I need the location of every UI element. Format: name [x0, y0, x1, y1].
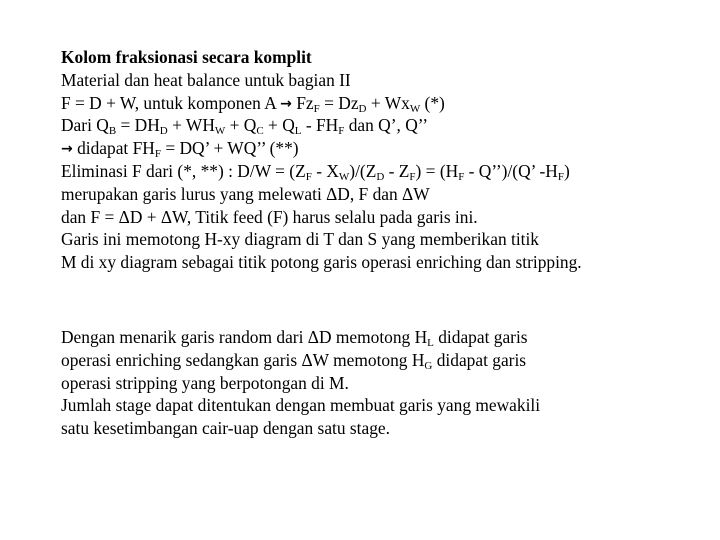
text-segment: + Wx	[366, 92, 410, 113]
line-balance-a	[61, 92, 711, 115]
subscript: W	[409, 102, 421, 115]
subscript: F	[154, 148, 161, 161]
text-segment: + Q	[263, 115, 295, 136]
text-segment: Garis ini memotong H-xy diagram di T dan S yang memberikan titik	[61, 229, 540, 250]
subscript: D	[358, 102, 367, 115]
text-segment: Dari Q	[61, 115, 109, 136]
subscript: D	[376, 170, 385, 183]
text-segment: F = D + W, untuk komponen A	[61, 92, 281, 113]
text-segment: operasi enriching sedangkan garis ΔW memotong H	[61, 349, 425, 370]
text-segment: Eliminasi F dari (*, **) : D/W = (Z	[61, 160, 306, 181]
line-material	[61, 69, 711, 92]
text-segment: operasi stripping yang berpotongan di M.	[61, 372, 349, 393]
text-segment: Material dan heat balance untuk bagian II	[61, 69, 351, 90]
text-segment: = DH	[116, 115, 160, 136]
text-segment: dan Q’, Q’’	[344, 115, 429, 136]
operating-lines	[61, 326, 711, 440]
subscript: C	[256, 125, 264, 138]
line-f-sum	[61, 206, 711, 229]
text-segment: dan F = ΔD + ΔW, Titik feed (F) harus selalu pada garis ini.	[61, 206, 478, 227]
subscript: G	[424, 359, 433, 372]
line-eliminasi	[61, 160, 711, 183]
text-segment: = Dz	[319, 92, 359, 113]
paragraph-derivation	[61, 46, 711, 274]
text-segment: didapat garis	[433, 327, 528, 347]
text-segment: satu kesetimbangan cair-uap dengan satu stage.	[61, 418, 390, 439]
subscript: W	[214, 125, 226, 138]
subscript: L	[427, 337, 434, 349]
subscript: F	[557, 170, 564, 183]
subscript: D	[159, 125, 168, 138]
line-qb	[61, 114, 711, 137]
line-fhf	[61, 137, 711, 160]
text-segment: )	[563, 160, 570, 181]
text-segment: )/(Z	[349, 160, 377, 181]
text-segment: merupakan garis lurus yang melewati ΔD, F dan ΔW	[61, 183, 430, 204]
text-segment: ) = (H	[415, 160, 459, 181]
text-segment: + Q	[225, 115, 257, 136]
text-segment: + WH	[167, 115, 215, 136]
text-segment: Dengan menarik garis random dari ΔD memotong H	[61, 327, 428, 347]
subscript: F	[338, 125, 345, 138]
line-memotong	[61, 228, 711, 251]
arrow-right-icon: →	[61, 141, 73, 158]
line-random	[61, 326, 711, 349]
text-segment: = DQ’ + WQ’’ (**)	[160, 138, 299, 159]
subscript: F	[458, 170, 465, 183]
text-segment: M di xy diagram sebagai titik potong garis operasi enriching dan stripping.	[61, 252, 582, 273]
text-segment: - FH	[301, 115, 339, 136]
subscript: F	[305, 170, 312, 183]
line-enriching	[61, 349, 711, 372]
arrow-right-icon: →	[280, 95, 292, 112]
subscript: F	[313, 102, 320, 115]
subscript: W	[338, 170, 350, 183]
text-segment: didapat FH	[72, 138, 155, 159]
text-segment: - X	[311, 160, 339, 181]
text-segment: (*)	[420, 92, 445, 113]
line-garis-lurus	[61, 183, 711, 206]
text-segment: Jumlah stage dapat ditentukan dengan membuat garis yang mewakili	[61, 395, 541, 416]
subscript: F	[409, 170, 416, 183]
text-segment: didapat garis	[432, 349, 527, 370]
line-kesetimbangan	[61, 417, 711, 440]
paragraph-operating-lines	[61, 326, 711, 440]
text-segment: Fz	[291, 92, 314, 113]
text-segment: - Z	[384, 160, 410, 181]
slide-title: Kolom fraksionasi secara komplit	[61, 47, 312, 67]
line-stripping	[61, 372, 711, 395]
text-segment: - Q’’)/(Q’ -H	[464, 160, 558, 181]
line-jumlah	[61, 394, 711, 417]
line-m	[61, 251, 711, 274]
subscript: B	[108, 125, 117, 138]
derivation-lines	[61, 69, 711, 274]
subscript: L	[294, 125, 302, 138]
